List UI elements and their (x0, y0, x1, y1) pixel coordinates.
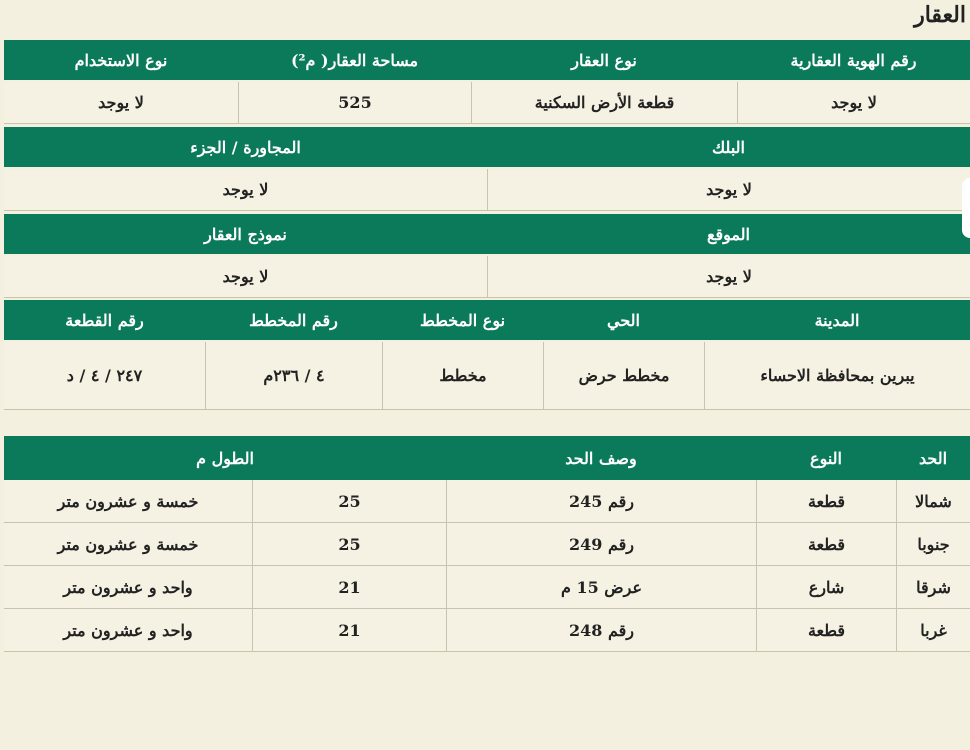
property-header-row-3 (4, 214, 970, 254)
boundary-side: جنوبا (896, 523, 970, 566)
value-block: لا يوجد (487, 169, 970, 211)
side-scroll-tab[interactable] (962, 178, 970, 238)
value-city: يبرين بمحافظة الاحساء (704, 342, 970, 410)
boundary-side: شمالا (896, 480, 970, 523)
value-plan-type: مخطط (382, 342, 543, 410)
boundaries-header-row (4, 436, 970, 480)
boundary-length-text: خمسة و عشرون متر (4, 480, 252, 523)
header-plot-number: رقم القطعة (4, 300, 205, 340)
header-district: الحي (543, 300, 704, 340)
table-row (4, 523, 970, 566)
boundary-desc: عرض 15 م (446, 566, 756, 609)
property-header-row-4 (4, 300, 970, 340)
table-row (4, 566, 970, 609)
boundary-desc: رقم 249 (446, 523, 756, 566)
property-value-row-1 (4, 82, 970, 124)
value-property-type: قطعة الأرض السكنية (471, 82, 737, 124)
boundary-type: قطعة (756, 480, 896, 523)
value-neighborhood-part: لا يوجد (4, 169, 487, 211)
header-boundary-type: النوع (756, 436, 896, 480)
boundary-desc: رقم 245 (446, 480, 756, 523)
boundary-type: شارع (756, 566, 896, 609)
value-usage-type: لا يوجد (4, 82, 238, 124)
boundary-desc: رقم 248 (446, 609, 756, 652)
header-block: البلك (487, 127, 970, 167)
page-title: العقار (914, 2, 966, 28)
property-value-row-3 (4, 256, 970, 298)
value-plan-number: ٤ / ٢٣٦م (205, 342, 382, 410)
boundary-length: 21 (252, 566, 446, 609)
value-district: مخطط حرض (543, 342, 704, 410)
boundary-length: 21 (252, 609, 446, 652)
header-usage-type: نوع الاستخدام (4, 40, 238, 80)
boundary-length: 25 (252, 480, 446, 523)
header-location: الموقع (487, 214, 970, 254)
header-length: الطول م (4, 436, 446, 480)
property-value-row-2 (4, 169, 970, 211)
boundary-type: قطعة (756, 609, 896, 652)
header-city: المدينة (704, 300, 970, 340)
value-property-area: 525 (238, 82, 471, 124)
value-property-id: لا يوجد (737, 82, 970, 124)
boundary-side: شرقا (896, 566, 970, 609)
boundary-type: قطعة (756, 523, 896, 566)
header-boundary-desc: وصف الحد (446, 436, 756, 480)
value-plot-number: ٢٤٧ / ٤ / د (4, 342, 205, 410)
boundary-side: غربا (896, 609, 970, 652)
boundary-length-text: خمسة و عشرون متر (4, 523, 252, 566)
property-header-row-1 (4, 40, 970, 80)
property-header-row-2 (4, 127, 970, 167)
header-neighborhood-part: المجاورة / الجزء (4, 127, 487, 167)
value-location: لا يوجد (487, 256, 970, 298)
boundary-length-text: واحد و عشرون متر (4, 566, 252, 609)
property-value-row-4 (4, 342, 970, 410)
header-property-type: نوع العقار (471, 40, 737, 80)
header-plan-number: رقم المخطط (205, 300, 382, 340)
header-property-area: مساحة العقار( م²) (238, 40, 471, 80)
boundary-length-text: واحد و عشرون متر (4, 609, 252, 652)
boundary-length: 25 (252, 523, 446, 566)
header-property-model: نموذج العقار (4, 214, 487, 254)
value-property-model: لا يوجد (4, 256, 487, 298)
header-plan-type: نوع المخطط (382, 300, 543, 340)
table-row (4, 609, 970, 652)
table-row (4, 480, 970, 523)
boundaries-table (4, 436, 970, 652)
header-property-id: رقم الهوية العقارية (737, 40, 970, 80)
header-boundary: الحد (896, 436, 970, 480)
